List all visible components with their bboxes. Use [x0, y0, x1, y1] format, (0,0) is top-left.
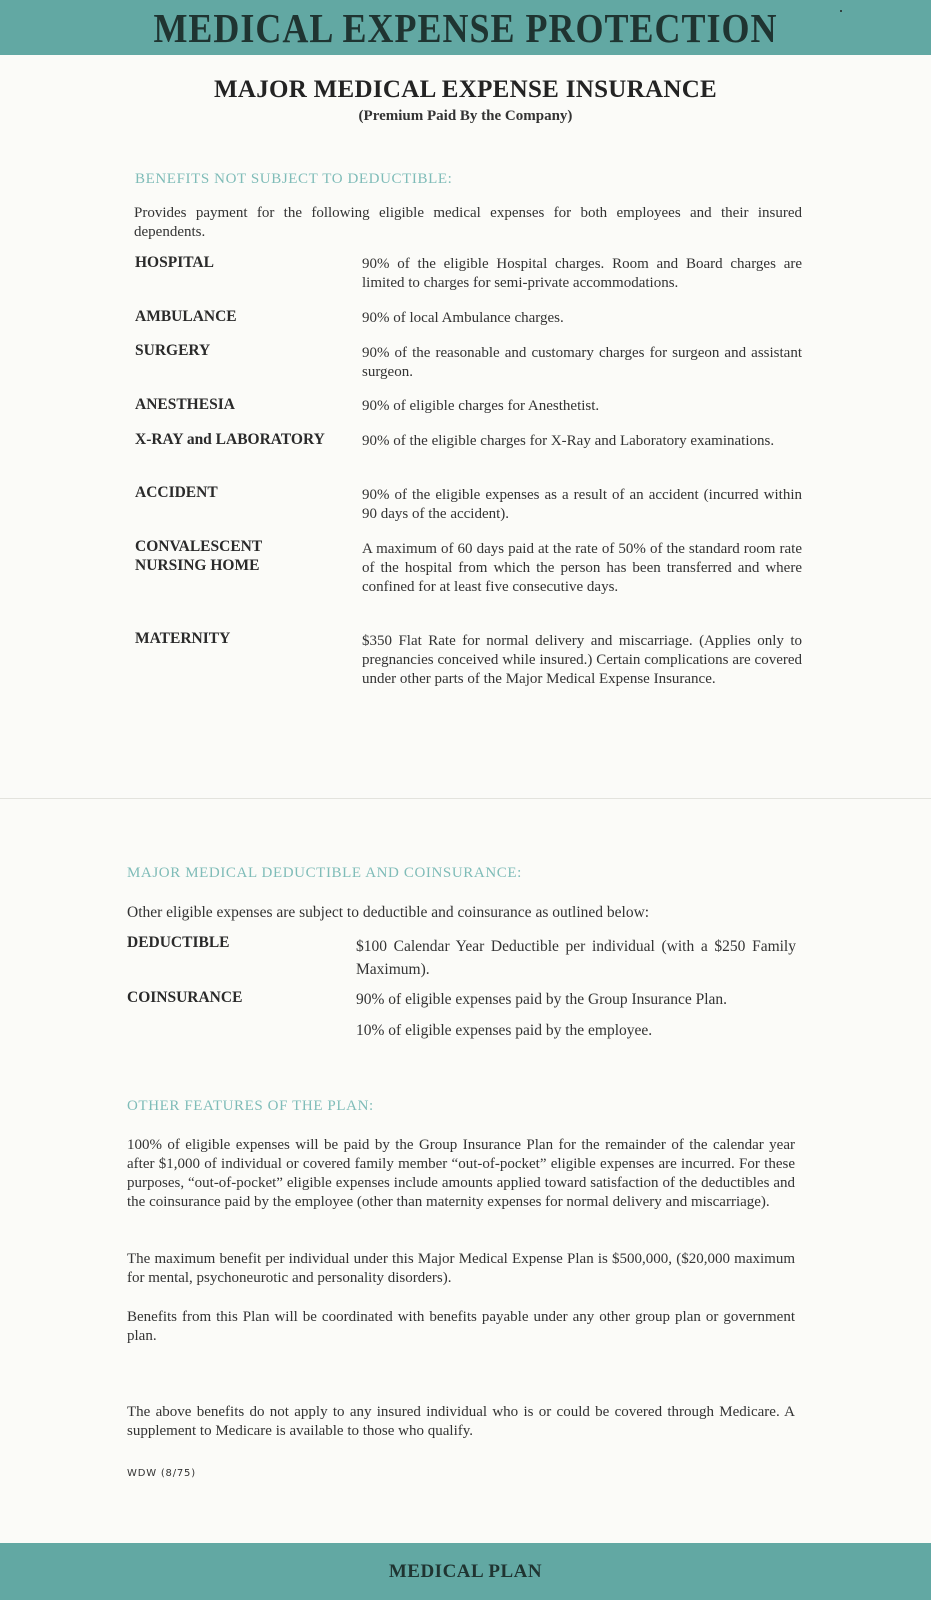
bottom-banner — [0, 1543, 931, 1600]
benefit-label: CONVALESCENT NURSING HOME — [135, 538, 262, 574]
document-subtitle: (Premium Paid By the Company) — [358, 108, 573, 124]
benefit-label: AMBULANCE — [135, 308, 237, 325]
form-code: WDW (8/75) — [127, 1468, 196, 1479]
medicare-note: The above benefits do not apply to any insured individual who is or could be covered through Medicare. A supplement to Medicare is available to those who qualify. — [127, 1404, 795, 1439]
section-intro: Other eligible expenses are subject to deductible and coinsurance as outlined below: — [127, 904, 650, 921]
benefit-label: HOSPITAL — [135, 254, 214, 271]
section-heading-deductible: MAJOR MEDICAL DEDUCTIBLE AND COINSURANCE: — [127, 865, 522, 881]
footer-banner-title: MEDICAL PLAN — [388, 1560, 543, 1582]
paper-speck — [840, 10, 842, 12]
deductible-label: DEDUCTIBLE — [127, 934, 230, 951]
coinsurance-text: 10% of eligible expenses paid by the employee. — [356, 1022, 653, 1039]
section-heading-other-features: OTHER FEATURES OF THE PLAN: — [127, 1098, 374, 1114]
benefit-description: 90% of the eligible Hospital charges. Room and Board charges are limited to charges for semi-private accommodations. — [362, 256, 802, 291]
benefit-label: ACCIDENT — [135, 484, 218, 501]
benefit-label: SURGERY — [135, 342, 211, 359]
deductible-text: $100 Calendar Year Deductible per individual (with a $250 Family Maximum). — [356, 938, 796, 978]
benefit-label: MATERNITY — [135, 630, 231, 647]
benefit-description: 90% of local Ambulance charges. — [362, 310, 564, 326]
benefit-description: 90% of the eligible charges for X-Ray and Laboratory examinations. — [362, 433, 775, 449]
benefit-label: X-RAY and LABORATORY — [135, 431, 325, 448]
benefit-description: 90% of the eligible expenses as a result of an accident (incurred within 90 days of the accident). — [362, 487, 802, 522]
coinsurance-text: 90% of eligible expenses paid by the Group Insurance Plan. — [356, 991, 728, 1008]
document-title: MAJOR MEDICAL EXPENSE INSURANCE — [213, 76, 718, 103]
section-intro: Provides payment for the following eligible medical expenses for both employees and their insured dependents. — [134, 205, 802, 240]
benefit-description: 90% of the reasonable and customary charges for surgeon and assistant surgeon. — [362, 345, 802, 380]
feature-paragraph: Benefits from this Plan will be coordinated with benefits payable under any other group plan or government plan. — [127, 1309, 795, 1344]
benefit-description: A maximum of 60 days paid at the rate of 50% of the standard room rate of the hospital from which the person has been transferred and where confined for at least five consecutive days. — [362, 541, 802, 595]
top-banner — [0, 0, 931, 55]
feature-paragraph: 100% of eligible expenses will be paid by the Group Insurance Plan for the remainder of the calendar year after $1,000 of individual or covered family member “out-of-pocket” eligible expenses are incurred. For these purposes, “out-of-pocket” eligible expenses include amounts applied toward satisfaction of the deductibles and the coinsurance paid by the employee (other than maternity expenses for normal delivery and miscarriage). — [127, 1137, 795, 1210]
benefit-label: ANESTHESIA — [135, 396, 235, 413]
benefit-description: 90% of eligible charges for Anesthetist. — [362, 398, 600, 414]
benefit-description: $350 Flat Rate for normal delivery and miscarriage. (Applies only to pregnancies conceived while insured.) Certain complications are covered under other parts of the Major Medical Expense Insurance. — [362, 633, 802, 687]
paper-fold-line — [0, 798, 931, 799]
feature-paragraph: The maximum benefit per individual under this Major Medical Expense Plan is $500,000, ($20,000 maximum for mental, psychoneurotic and personality disorders). — [127, 1251, 795, 1286]
banner-title: MEDICAL EXPENSE PROTECTION — [153, 4, 778, 51]
section-heading-benefits: BENEFITS NOT SUBJECT TO DEDUCTIBLE: — [135, 171, 453, 187]
coinsurance-label: COINSURANCE — [127, 989, 243, 1006]
